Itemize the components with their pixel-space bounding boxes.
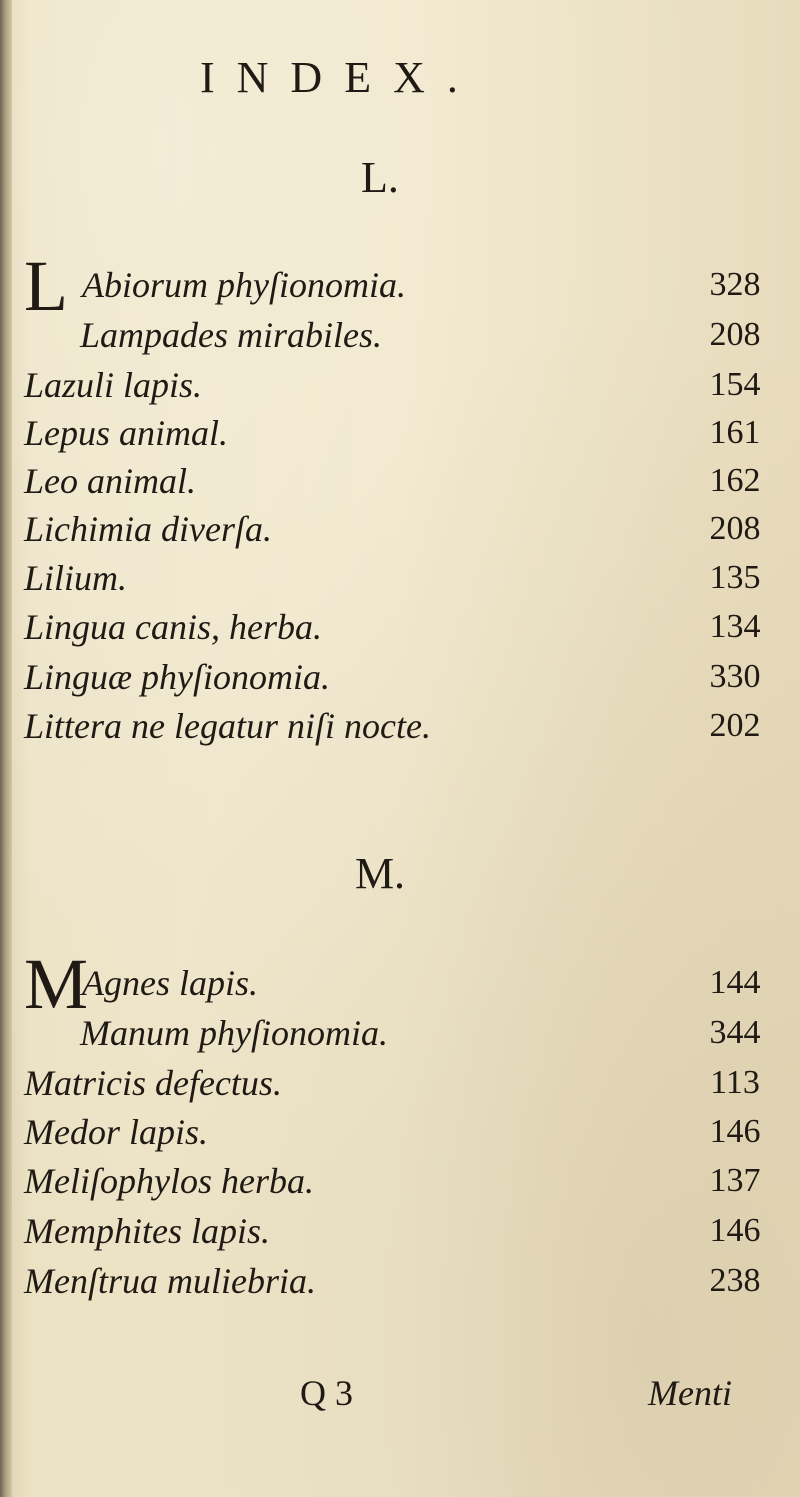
signature-mark: Q 3 xyxy=(300,1373,353,1413)
entry-page-number: 113 xyxy=(710,1064,760,1101)
entry-text: Littera ne legatur niſi nocte. xyxy=(24,706,431,746)
page-gutter xyxy=(0,0,12,1497)
entry-page-number: 330 xyxy=(709,658,761,695)
entry-text: Lazuli lapis. xyxy=(24,365,203,405)
entry-text: Lepus animal. xyxy=(24,413,229,453)
index-entry xyxy=(24,1208,684,1254)
index-entry xyxy=(24,604,684,650)
entry-text: Lilium. xyxy=(24,558,128,598)
index-entry xyxy=(24,1060,684,1106)
entry-page-number: 161 xyxy=(709,414,761,451)
entry-text: Abiorum phyſionomia. xyxy=(82,265,406,305)
entry-page-number: 137 xyxy=(709,1162,761,1199)
entry-page-number: 344 xyxy=(709,1014,761,1051)
entry-text: Lampades mirabiles. xyxy=(80,315,383,355)
entry-page-number: 134 xyxy=(709,608,761,645)
entry-page-number: 144 xyxy=(709,964,761,1001)
entry-text: Linguæ phyſionomia. xyxy=(24,657,331,697)
index-entry xyxy=(24,506,684,552)
entry-page-number: 154 xyxy=(709,366,761,403)
entry-page-number: 208 xyxy=(709,316,761,353)
index-entry xyxy=(24,458,684,504)
entry-page-number: 208 xyxy=(709,510,761,547)
catchword: Menti xyxy=(648,1373,732,1413)
entry-page-number: 202 xyxy=(709,707,761,744)
section-letter-l: L. xyxy=(361,153,399,202)
entry-text: Memphites lapis. xyxy=(24,1211,270,1251)
index-entry xyxy=(24,1010,684,1056)
entry-text: Lichimia diverſa. xyxy=(24,509,272,549)
entry-page-number: 135 xyxy=(709,559,761,596)
entry-page-number: 146 xyxy=(709,1212,761,1249)
index-entry xyxy=(24,312,684,358)
entry-page-number: 162 xyxy=(709,462,761,499)
index-entry xyxy=(24,944,684,1024)
index-entry xyxy=(24,1158,684,1204)
entry-text: Leo animal. xyxy=(24,461,197,501)
index-entry xyxy=(24,703,684,749)
index-entry xyxy=(24,362,684,408)
entry-page-number: 238 xyxy=(709,1262,761,1299)
entry-text: Medor lapis. xyxy=(24,1112,208,1152)
entry-text: Matricis defectus. xyxy=(24,1063,282,1103)
entry-text: Agnes lapis. xyxy=(82,963,258,1003)
index-entry xyxy=(24,410,684,456)
index-entry xyxy=(24,246,684,326)
drop-cap-initial: M xyxy=(24,944,89,1024)
index-entry xyxy=(24,1258,684,1304)
index-entry xyxy=(24,654,684,700)
drop-cap-initial: L xyxy=(24,246,68,326)
entry-page-number: 146 xyxy=(709,1113,761,1150)
entry-text: Manum phyſionomia. xyxy=(80,1013,388,1053)
entry-text: Menſtrua muliebria. xyxy=(24,1261,316,1301)
entry-page-number: 328 xyxy=(709,266,761,303)
entry-text: Meliſophylos herba. xyxy=(24,1161,314,1201)
index-entry xyxy=(24,555,684,601)
entry-text: Lingua canis, herba. xyxy=(24,607,323,647)
index-entry xyxy=(24,1109,684,1155)
page-title: INDEX. xyxy=(200,53,480,102)
section-letter-m: M. xyxy=(354,849,406,898)
